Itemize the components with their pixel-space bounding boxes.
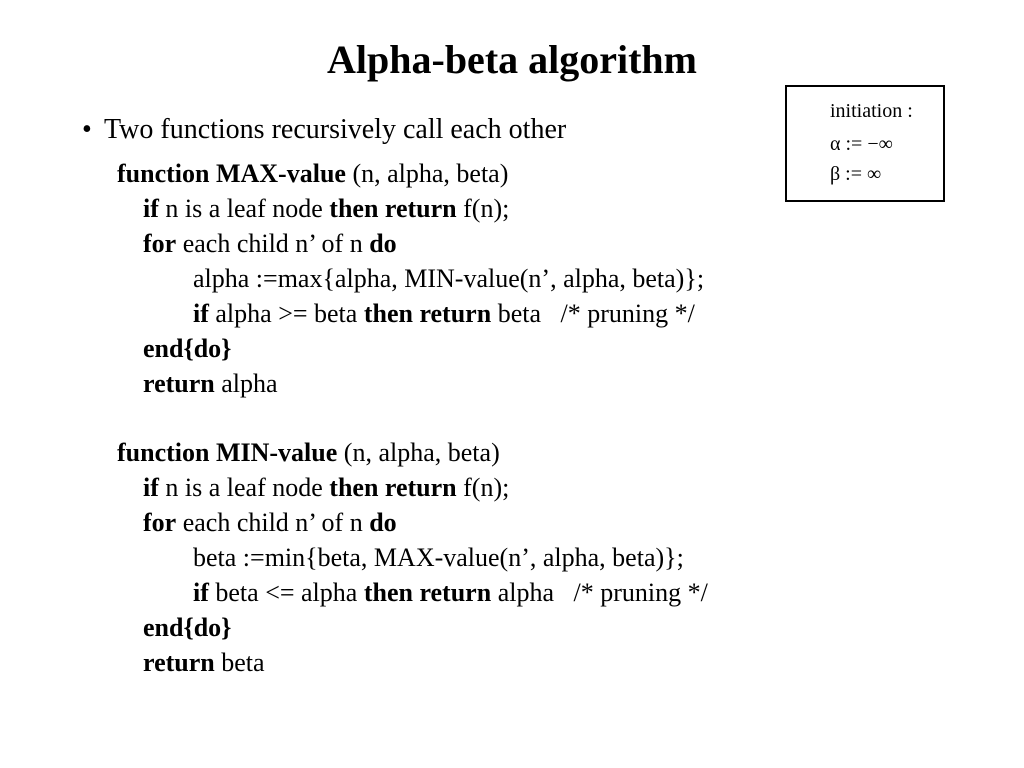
max-alpha-update: alpha :=max{alpha, MIN-value(n’, alpha, beta)}; [193,264,705,293]
function-name: MIN-value [215,438,338,467]
min-for-loop [143,506,397,540]
max-for-loop [143,227,397,261]
keyword: if [193,578,209,607]
max-end-do: end{do} [143,334,232,363]
min-function-header [117,436,500,470]
initiation-heading: initiation : [830,100,913,122]
function-params: (n, alpha, beta) [337,438,500,467]
keyword: return [143,648,215,677]
min-end-do: end{do} [143,613,232,642]
keyword: function [117,159,210,188]
min-leaf-check [143,471,509,505]
keyword: do [369,229,397,258]
keyword: then return [329,194,457,223]
keyword: then return [363,578,492,607]
return-value: beta [214,648,265,677]
keyword: return [143,369,215,398]
min-pruning-check [193,576,708,610]
keyword: do [369,508,397,537]
condition-text: beta <= alpha [208,578,364,607]
loop-text: each child n’ of n [176,508,370,537]
bullet-item [82,112,566,148]
keyword: function [117,438,210,467]
initiation-alpha: α := −∞ [830,133,893,155]
max-leaf-check [143,192,509,226]
max-return [143,367,278,401]
keyword: then return [363,299,492,328]
keyword: if [143,194,159,223]
bullet-text: Two functions recursively call each other [104,114,567,145]
bullet-icon: • [82,114,92,145]
keyword: for [143,229,177,258]
max-function-header [117,157,508,191]
function-params: (n, alpha, beta) [345,159,509,188]
result-text: f(n); [456,194,510,223]
result-text: f(n); [456,473,510,502]
keyword: for [143,508,177,537]
keyword: if [193,299,209,328]
condition-text: alpha >= beta [208,299,364,328]
condition-text: n is a leaf node [158,194,330,223]
max-pruning-check [193,297,695,331]
function-name: MAX-value [215,159,346,188]
condition-text: n is a leaf node [158,473,330,502]
result-text: beta /* pruning */ [491,299,695,328]
min-beta-update: beta :=min{beta, MAX-value(n’, alpha, beta)}; [193,543,684,572]
initiation-box [785,85,945,202]
loop-text: each child n’ of n [176,229,370,258]
initiation-beta: β := ∞ [830,163,882,185]
result-text: alpha /* pruning */ [491,578,708,607]
return-value: alpha [214,369,278,398]
keyword: then return [329,473,457,502]
slide-title: Alpha-beta algorithm [327,37,697,82]
keyword: if [143,473,159,502]
min-return [143,646,265,680]
